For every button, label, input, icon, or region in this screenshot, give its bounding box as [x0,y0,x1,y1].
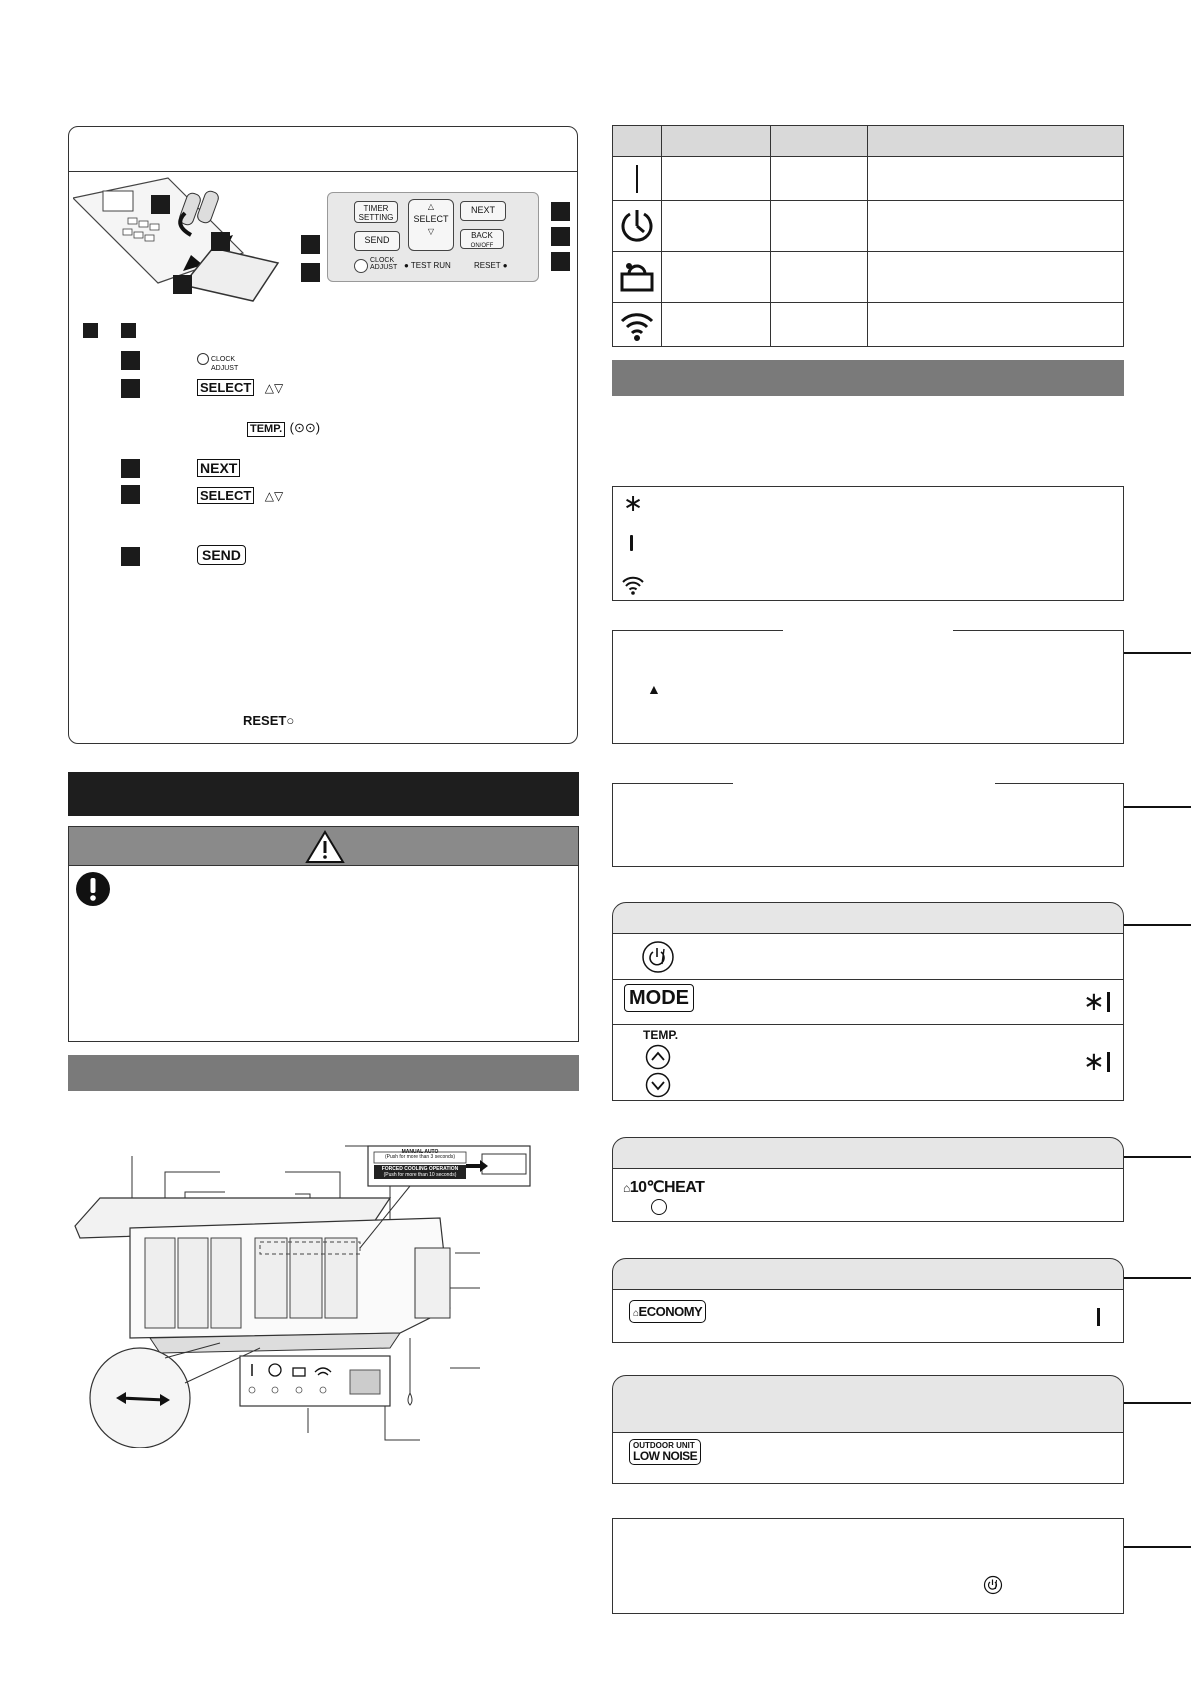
warning-triangle-icon [305,830,345,864]
economy-panel [612,1289,1124,1343]
section-tick [1124,806,1191,808]
step-marker [121,323,136,338]
section-tick [1124,1277,1191,1279]
section-tick [1124,652,1191,654]
temp-label: TEMP. [643,1028,679,1042]
callout-marker [551,227,570,246]
step-temp-label [247,419,320,437]
header-cell [771,126,868,157]
button-panel [612,933,1124,1101]
timer-setting-label-2: SETTING [358,213,394,222]
low-noise-label: LOW NOISE [633,1449,698,1463]
table-cell [662,303,771,347]
table-cell [662,157,771,201]
remote-button-panel [327,192,539,282]
button-panel-header [612,902,1124,934]
table-cell [613,157,662,201]
table-header-row [613,126,1124,157]
box-header-divider [69,171,577,172]
economy-lamp-icon [619,260,655,294]
lamp-bar-icon [630,535,633,551]
section-bar-grey [68,1055,579,1091]
low-noise-button-label[interactable] [629,1439,701,1465]
section-tick [1124,924,1191,926]
indicator-lamp-table [612,125,1124,347]
note-box-1 [612,630,1124,744]
select-up-icon: △ [427,202,435,211]
clock-adjust-button[interactable] [354,259,368,273]
table-cell [662,252,771,303]
indoor-unit-illustration [70,1138,580,1448]
next-button[interactable]: NEXT [460,201,506,221]
callout-marker [151,195,170,214]
table-cell [771,303,868,347]
timer-lamp-icon [620,208,654,244]
section-tick [1124,1402,1191,1404]
note-title-gap [733,781,995,787]
lamp-bar-icon [1107,1052,1110,1072]
asterisk-icon: ∗ [1083,986,1105,1016]
power-button-icon [983,1575,1003,1595]
header-cell [662,126,771,157]
table-cell [613,252,662,303]
power-button-icon[interactable] [641,940,675,974]
mode-button-label[interactable]: MODE [624,984,694,1012]
up-down-triangle-icon: △▽ [264,381,284,395]
table-cell [771,252,868,303]
step-marker [121,351,140,370]
table-cell [613,303,662,347]
row-divider [613,1024,1123,1025]
economy-symbol-icon: ⌂ [623,1181,630,1195]
step-send-label [197,545,246,565]
wireless-lan-lamp-icon [619,308,655,342]
timer-setting-button[interactable] [354,201,398,223]
table-row [613,252,1124,303]
step-select-label [197,379,283,397]
step-marker [121,379,140,398]
bottom-note-box [612,1518,1124,1614]
outdoor-unit-label: OUTDOOR UNIT [633,1441,695,1450]
section-tick [1124,1546,1191,1548]
select-label: SELECT [413,214,449,224]
heat-button-circle-icon[interactable] [651,1199,667,1215]
table-cell [771,157,868,201]
callout-marker [173,275,192,294]
table-cell [868,201,1124,252]
reset-note-label: RESET○ [243,713,295,728]
step-marker [83,323,98,338]
table-cell [868,157,1124,201]
next-key-label: NEXT [197,459,240,477]
on-off-label: ON/OFF [470,243,494,249]
section-bar-grey-right [612,360,1124,396]
test-run-label[interactable]: ● TEST RUN [404,261,451,270]
header-cell [868,126,1124,157]
select-key-label-2: SELECT [197,487,254,504]
table-cell [868,252,1124,303]
operation-lamp-icon [636,165,638,193]
callout-marker [211,232,230,251]
send-key-label: SEND [197,545,246,565]
temp-up-down-icon: (⊙⊙) [289,420,321,435]
back-button[interactable] [460,229,504,249]
table-cell [868,303,1124,347]
note-title-gap [783,628,953,634]
temp-down-button-icon[interactable] [645,1072,671,1098]
table-cell [662,201,771,252]
select-down-icon: ▽ [427,227,435,236]
clock-adjust-icon [197,353,209,365]
table-cell [771,201,868,252]
timer-setting-label-1: TIMER [363,204,389,213]
heat-button-label[interactable]: ⌂10℃HEAT [623,1179,705,1196]
step-marker [121,485,140,504]
step-marker [121,459,140,478]
step-select2-label [197,487,283,505]
reset-label[interactable]: RESET ● [474,261,508,270]
reset-circle-icon: ○ [286,713,295,728]
table-row [613,303,1124,347]
low-noise-panel [612,1432,1124,1484]
temp-key-label: TEMP. [247,422,285,437]
economy-symbol-icon: ⌂ [633,1308,639,1319]
wifi-icon [621,575,645,595]
lamp-bar-icon [1107,992,1110,1012]
table-row [613,157,1124,201]
low-noise-panel-header [612,1375,1124,1433]
step-marker [121,547,140,566]
lamp-bar-icon [1097,1308,1100,1326]
note-box-2 [612,783,1124,867]
lamp-legend-box [612,486,1124,601]
table-row [613,201,1124,252]
back-label: BACK [471,231,493,240]
mandatory-icon [75,871,111,907]
heat-panel [612,1168,1124,1222]
remote-instructions-box [68,126,578,744]
asterisk-icon: ∗ [1083,1046,1105,1076]
economy-button-label[interactable]: ⌂ECONOMY [629,1300,706,1323]
send-button[interactable]: SEND [354,231,400,251]
callout-marker [301,235,320,254]
section-tick [1124,1156,1191,1158]
callout-marker [551,202,570,221]
clock-adjust-label: CLOCK ADJUST [370,257,398,271]
caution-box [68,826,579,1042]
heat-panel-header [612,1137,1124,1169]
temp-up-button-icon[interactable] [645,1044,671,1070]
callout-marker [301,263,320,282]
select-key-label: SELECT [197,379,254,396]
up-down-triangle-icon: △▽ [264,489,284,503]
caution-header [69,827,578,866]
table-cell [613,201,662,252]
callout-marker [551,252,570,271]
header-cell [613,126,662,157]
select-button[interactable] [408,199,454,251]
step-clock-adjust-label: CLOCK ADJUST [197,353,238,372]
forced-cooling-label: FORCED COOLING OPERATION (Push for more than 10 seconds) [381,1166,459,1178]
economy-panel-header [612,1258,1124,1290]
section-bar-dark [68,772,579,816]
triangle-up-icon: ▲ [647,681,661,697]
asterisk-icon: ∗ [623,490,644,517]
step-next-label [197,459,240,478]
manual-auto-label: MANUAL AUTO (Push for more than 3 seconds) [384,1149,456,1160]
row-divider [613,979,1123,980]
